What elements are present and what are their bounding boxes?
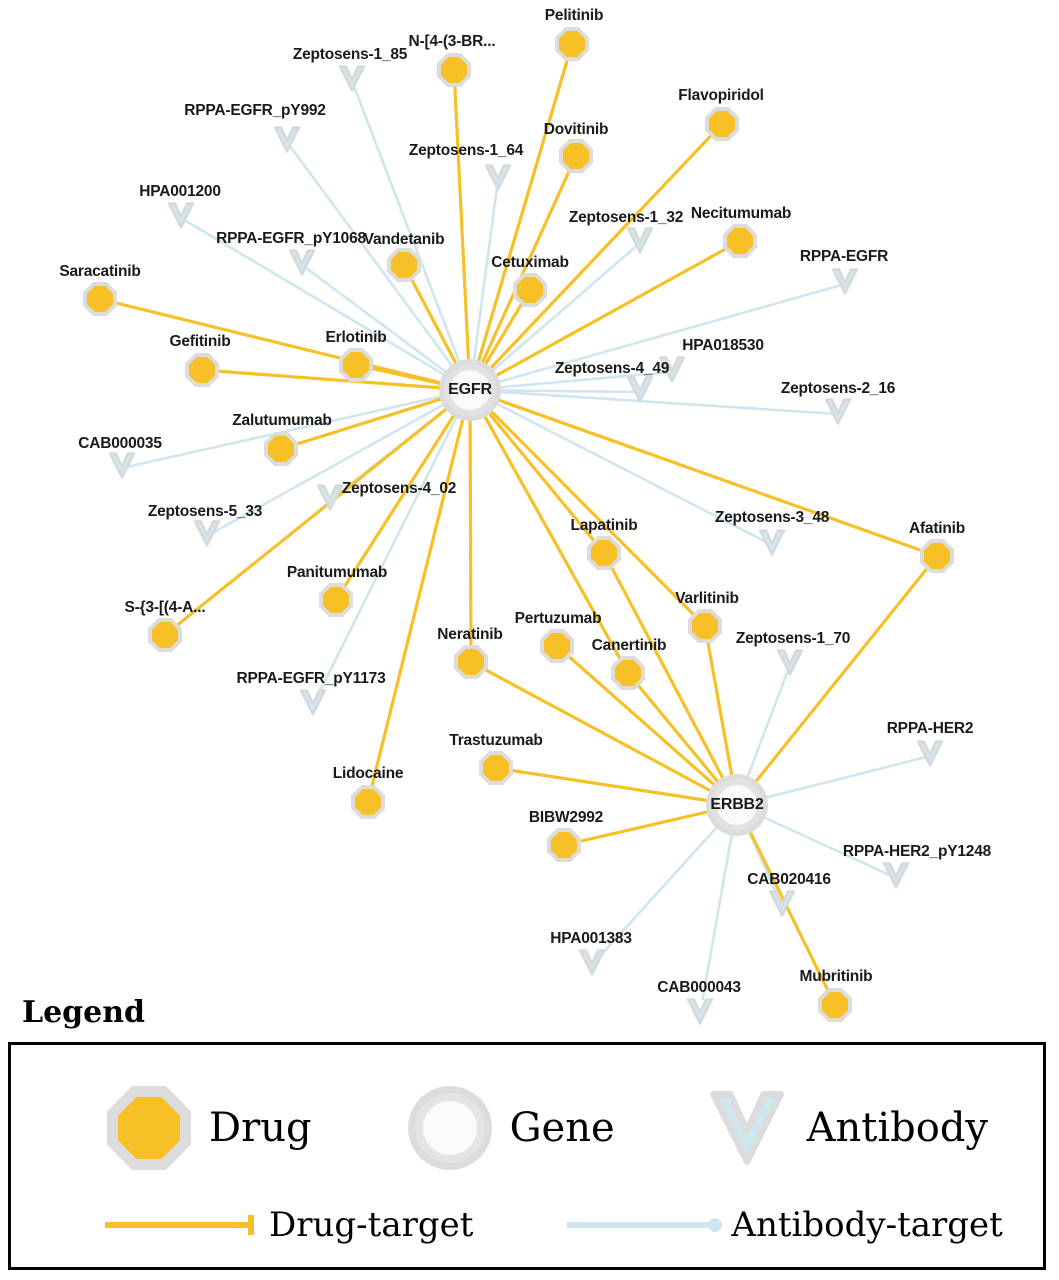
gene-label: EGFR (448, 381, 492, 398)
drug-label: Gefitinib (169, 333, 231, 350)
drug-node[interactable] (611, 656, 645, 690)
edge (454, 70, 470, 390)
drug-label: S-{3-[(4-A... (124, 599, 206, 616)
drug-node[interactable] (264, 432, 298, 466)
legend-label-drug-target: Drug-target (269, 1205, 474, 1245)
antibody-label: Zeptosens-3_48 (714, 509, 830, 526)
antibody-label: HPA018530 (682, 337, 764, 354)
antibody-label: Zeptosens-1_64 (408, 142, 524, 159)
antibody-node[interactable] (685, 997, 715, 1032)
drug-node[interactable] (920, 539, 954, 573)
drug-label: Dovitinib (543, 121, 609, 138)
antibody-label: CAB000035 (78, 435, 162, 452)
antibody-chevron-icon (705, 1086, 789, 1170)
antibody-node[interactable] (625, 375, 655, 410)
antibody-node[interactable] (298, 688, 328, 723)
antibody-node[interactable] (823, 397, 853, 432)
drug-label: Pelitinib (544, 7, 604, 24)
antibody-node[interactable] (767, 889, 797, 924)
drug-node[interactable] (705, 107, 739, 141)
drug-node[interactable] (351, 785, 385, 819)
antibody-node[interactable] (757, 528, 787, 563)
antibody-node[interactable] (107, 451, 137, 486)
antibody-label: RPPA-EGFR_pY1068 (216, 230, 366, 247)
antibody-label: Zeptosens-4_02 (341, 480, 457, 497)
drug-node[interactable] (319, 583, 353, 617)
antibody-label: Zeptosens-5_33 (147, 503, 263, 520)
drug-label: Neratinib (437, 626, 503, 643)
drug-label: Afatinib (908, 520, 966, 537)
antibody-label: HPA001383 (550, 930, 632, 947)
antibody-node[interactable] (192, 519, 222, 554)
drug-label: Varlitinib (675, 590, 739, 607)
drug-node[interactable] (559, 139, 593, 173)
drug-label: Zalutumumab (232, 412, 332, 429)
drug-node[interactable] (587, 536, 621, 570)
drug-label: Lidocaine (332, 765, 404, 782)
drug-node[interactable] (387, 248, 421, 282)
antibody-label: RPPA-HER2_pY1248 (842, 843, 992, 860)
antibody-label: RPPA-HER2 (886, 720, 974, 737)
drug-node[interactable] (454, 645, 488, 679)
antibody-label: RPPA-EGFR_pY1173 (236, 670, 386, 687)
antibody-node[interactable] (915, 739, 945, 774)
legend-title: Legend (22, 995, 146, 1030)
legend-label-drug: Drug (209, 1105, 312, 1151)
legend-item-antibody (705, 1086, 988, 1170)
antibody-label: CAB000043 (657, 979, 741, 996)
drug-node[interactable] (688, 609, 722, 643)
drug-node[interactable] (185, 353, 219, 387)
antibody-node[interactable] (287, 248, 317, 283)
drug-node[interactable] (547, 828, 581, 862)
drug-node[interactable] (818, 988, 852, 1022)
antibody-node[interactable] (483, 163, 513, 198)
edge (313, 390, 470, 705)
antibody-label: RPPA-EGFR_pY992 (184, 102, 326, 119)
drug-label: Saracatinib (59, 263, 141, 280)
antibody-node[interactable] (577, 948, 607, 983)
drug-node[interactable] (723, 224, 757, 258)
legend-label-antibody-target: Antibody-target (731, 1205, 1003, 1245)
legend-item-drug-target (103, 1205, 473, 1245)
antibody-node[interactable] (830, 267, 860, 302)
antibody-label: Zeptosens-1_70 (735, 630, 851, 647)
legend-label-antibody: Antibody (806, 1105, 989, 1151)
gene-label: ERBB2 (710, 796, 764, 813)
antibody-label: Zeptosens-4_49 (554, 360, 670, 377)
drug-label: Cetuximab (491, 254, 569, 271)
drug-label: Panitumumab (286, 564, 388, 581)
antibody-node[interactable] (625, 226, 655, 261)
drug-node[interactable] (437, 53, 471, 87)
legend-item-gene (408, 1086, 615, 1170)
antibody-label: Zeptosens-1_85 (292, 46, 408, 63)
legend-item-drug (107, 1086, 312, 1170)
gene-circle-icon (408, 1086, 492, 1170)
drug-label: Erlotinib (325, 329, 387, 346)
drug-label: BIBW2992 (528, 809, 604, 826)
antibody-label: Zeptosens-1_32 (568, 209, 684, 226)
drug-label: Mubritinib (799, 968, 873, 985)
drug-node[interactable] (555, 27, 589, 61)
antibody-target-edge-icon (565, 1213, 725, 1237)
antibody-node[interactable] (337, 64, 367, 99)
antibody-label: CAB020416 (747, 871, 831, 888)
drug-node[interactable] (479, 751, 513, 785)
antibody-node[interactable] (272, 125, 302, 160)
drug-label: Vandetanib (363, 231, 445, 248)
drug-node[interactable] (540, 629, 574, 663)
drug-node[interactable] (148, 618, 182, 652)
drug-label: N-[4-(3-BR... (408, 33, 496, 50)
drug-node[interactable] (83, 282, 117, 316)
drug-label: Trastuzumab (449, 732, 543, 749)
drug-label: Necitumumab (690, 205, 792, 222)
antibody-node[interactable] (315, 483, 345, 518)
drug-node[interactable] (339, 348, 373, 382)
legend-item-antibody-target (565, 1205, 1002, 1245)
antibody-label: Zeptosens-2_16 (780, 380, 896, 397)
antibody-node[interactable] (166, 201, 196, 236)
antibody-node[interactable] (775, 648, 805, 683)
antibody-label: HPA001200 (139, 183, 221, 200)
drug-label: Lapatinib (570, 517, 638, 534)
edge (737, 556, 937, 805)
legend-label-gene: Gene (509, 1105, 615, 1151)
edge (470, 390, 705, 626)
drug-label: Canertinib (591, 637, 667, 654)
drug-octagon-icon (107, 1086, 191, 1170)
edge (470, 390, 471, 662)
drug-label: Flavopiridol (678, 87, 764, 104)
drug-label: Pertuzumab (514, 610, 602, 627)
antibody-node[interactable] (881, 861, 911, 896)
antibody-label: RPPA-EGFR (799, 248, 889, 265)
drug-target-edge-icon (103, 1213, 263, 1237)
legend-box (8, 1042, 1046, 1270)
drug-node[interactable] (513, 273, 547, 307)
